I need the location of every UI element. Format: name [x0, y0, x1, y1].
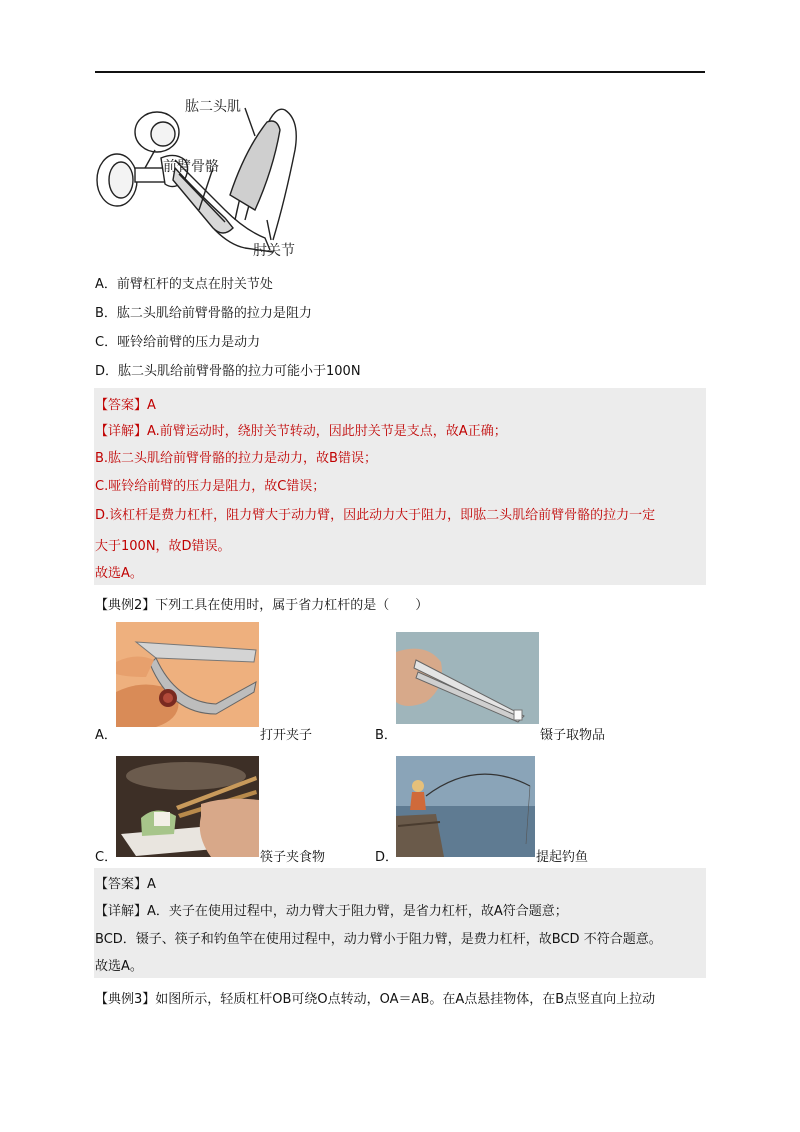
q2-explanation-bcd: BCD．镊子、筷子和钓鱼竿在使用过程中，动力臂小于阻力臂，是费力杠杆，故BCD 不符合题意。 — [95, 932, 662, 947]
q2-option-c-caption: 筷子夹食物 — [260, 850, 326, 865]
q2-conclusion: 故选A。 — [95, 959, 143, 974]
label-elbow: 肘关节 — [253, 243, 295, 259]
q2-option-a-letter: A． — [95, 728, 117, 743]
q1-option-d: D．肱二头肌给前臂骨骼的拉力可能小于100N — [95, 364, 361, 379]
q1-option-b: B．肱二头肌给前臂骨骼的拉力是阻力 — [95, 306, 312, 321]
q2-option-b-letter: B． — [375, 728, 397, 743]
header-rule — [95, 71, 705, 73]
arm-figure — [95, 90, 310, 260]
q2-answer: 【答案】A — [95, 877, 156, 892]
q2-answer-box — [94, 868, 706, 978]
photo-fishing — [396, 756, 535, 857]
photo-tweezers — [396, 632, 539, 724]
photo-chopsticks — [116, 756, 259, 857]
q1-option-c: C．哑铃给前臂的压力是动力 — [95, 335, 261, 350]
label-biceps: 肱二头肌 — [185, 99, 241, 115]
q2-explanation-a: 【详解】A．夹子在使用过程中，动力臂大于阻力臂，是省力杠杆，故A符合题意； — [95, 904, 568, 919]
photo-clip — [116, 622, 259, 727]
q2-option-a-caption: 打开夹子 — [260, 728, 313, 743]
q2-option-d-letter: D． — [375, 850, 399, 865]
q1-explanation-c: C.哑铃给前臂的压力是阻力，故C错误； — [95, 479, 326, 494]
q1-explanation-d: D.该杠杆是费力杠杆，阻力臂大于动力臂，因此动力大于阻力，即肱二头肌给前臂骨骼的拉力一定 — [95, 508, 656, 523]
label-forearm-bone: 前臂骨骼 — [163, 159, 219, 175]
q2-option-c-letter: C． — [95, 850, 118, 865]
q1-explanation-d-cont: 大于100N，故D错误。 — [95, 539, 231, 554]
q1-conclusion: 故选A。 — [95, 566, 143, 581]
q3-stem: 【典例3】如图所示，轻质杠杆OB可绕O点转动，OA＝AB。在A点悬挂物体，在B点竖直向上拉动 — [95, 992, 656, 1007]
q1-explanation-b: B.肱二头肌给前臂骨骼的拉力是动力，故B错误； — [95, 451, 377, 466]
q1-explanation-a: 【详解】A.前臂运动时，绕肘关节转动，因此肘关节是支点，故A正确； — [95, 424, 507, 439]
q2-option-b-caption: 镊子取物品 — [540, 728, 606, 743]
q2-option-d-caption: 提起钓鱼 — [536, 850, 589, 865]
q1-answer: 【答案】A — [95, 398, 156, 413]
q1-option-a: A．前臂杠杆的支点在肘关节处 — [95, 277, 273, 292]
q2-stem: 【典例2】下列工具在使用时，属于省力杠杆的是（ ） — [95, 598, 429, 613]
